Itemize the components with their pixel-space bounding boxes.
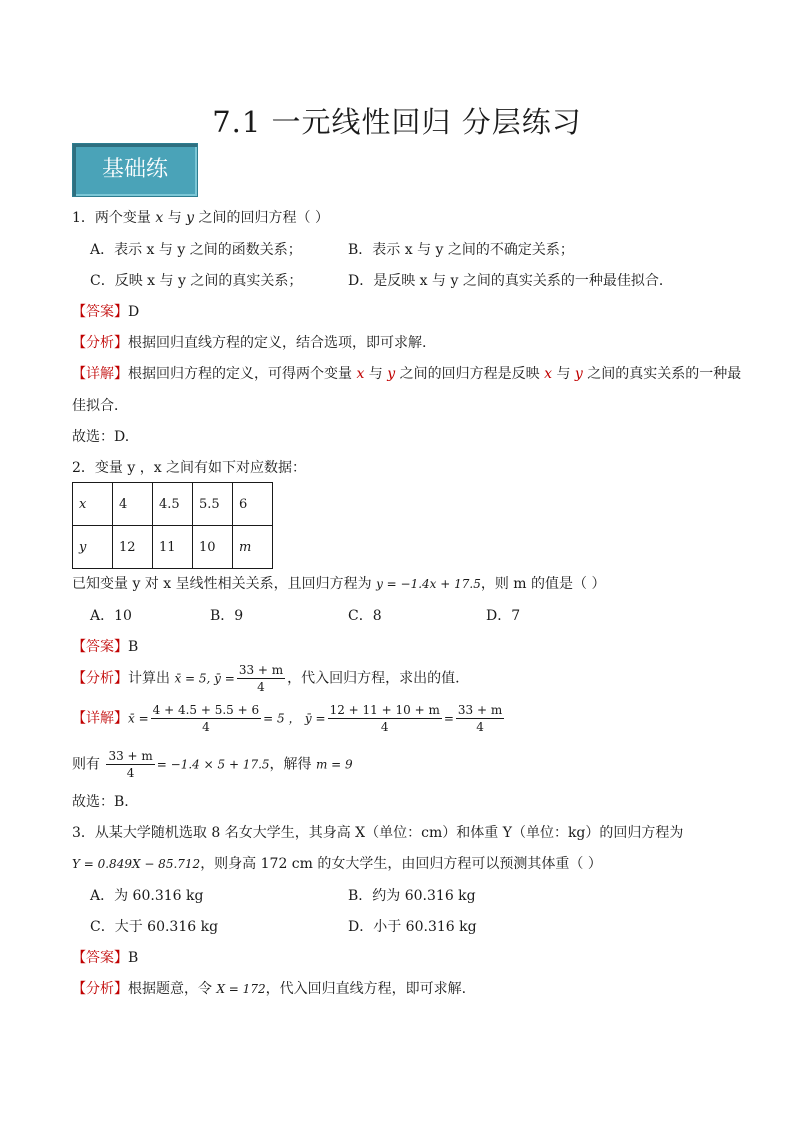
table-cell: y [73,526,113,569]
page-title: 7.1 一元线性回归 分层练习 [212,105,582,139]
q2-stem: 2．变量 y ，x 之间有如下对应数据： [72,460,307,476]
table-cell: 10 [193,526,233,569]
q2-option-d: D．7 [486,608,521,624]
table-cell: 5.5 [193,483,233,526]
table-row [73,483,273,526]
q2-condition: 已知变量 y 对 x 呈线性相关关系，且回归方程为 y = −1.4x + 17.5，则 m 的值是（ ） [72,576,606,592]
q1-option-d: D．是反映 x 与 y 之间的真实关系的一种最佳拟合． [348,273,673,289]
q2-data-table [72,482,273,569]
q3-option-a: A．为 60.316 kg [90,888,204,904]
table-cell: m [233,526,273,569]
table-cell: 11 [153,526,193,569]
q3-option-c: C．大于 60.316 kg [90,919,219,935]
q3-option-b: B．约为 60.316 kg [348,888,476,904]
fraction: $\frac{33 + m}{4}$ [457,703,503,734]
q3-stem-cont: Y = 0.849X − 85.712，则身高 172 cm 的女大学生，由回归方程可以预测其体重（ ） [72,856,602,872]
q2-option-a: A．10 [90,608,132,624]
q1-detail-cont: 佳拟合． [72,398,128,414]
table-cell: 4 [113,483,153,526]
table-row [73,526,273,569]
q1-option-b: B．表示 x 与 y 之间的不确定关系； [348,242,574,258]
q3-option-d: D．小于 60.316 kg [348,919,477,935]
q2-option-c: C．8 [348,608,382,624]
section-badge: 基础练 [72,143,198,197]
q1-detail: 【详解】根据回归方程的定义，可得两个变量 x 与 y 之间的回归方程是反映 x 与 y 之间的真实关系的一种最 [72,366,742,382]
q1-option-c: C．反映 x 与 y 之间的真实关系； [90,273,303,289]
q1-analysis: 【分析】根据回归直线方程的定义，结合选项，即可求解. [72,335,427,351]
q3-answer: 【答案】B [72,950,139,966]
q2-detail: 【详解】x̄ = $\frac{4 + 4.5 + 5.5 + 6}{4}$ = 5 ， ȳ = $\frac{12 + 11 + 10 + m}{4}$ = $\frac{33 + m}{4}$ [72,703,503,734]
q2-answer: 【答案】B [72,639,139,655]
q3-analysis: 【分析】根据题意，令 X = 172，代入回归直线方程，即可求解. [72,981,467,997]
fraction: $\frac{4 + 4.5 + 5.5 + 6}{4}$ [152,703,260,734]
fraction: $\frac{33 + m}{4}$ [108,749,153,780]
table-cell: 4.5 [153,483,193,526]
table-cell: 6 [233,483,273,526]
table-cell: x [73,483,113,526]
fraction: $\frac{33 + m}{4}$ [238,663,284,694]
q2-option-b: B．9 [210,608,244,624]
q2-choose: 故选：B. [72,794,129,810]
q1-choose: 故选：D. [72,429,130,445]
q2-analysis: 【分析】计算出 x̄ = 5, ȳ = $\frac{33 + m}{4}$ ，代入回归方程，求出的值. [72,663,460,694]
q1-answer: 【答案】D [72,304,140,320]
q1-stem: 1．两个变量 x 与 y 之间的回归方程（ ） [72,210,329,226]
q1-option-a: A．表示 x 与 y 之间的函数关系； [90,242,302,258]
q2-then: 则有 $\frac{33 + m}{4}$ = −1.4 × 5 + 17.5，解得 m = 9 [72,749,353,780]
q3-stem: 3．从某大学随机选取 8 名女大学生，其身高 X（单位：cm）和体重 Y（单位：kg）的回归方程为 [72,825,684,841]
table-cell: 12 [113,526,153,569]
fraction: $\frac{12 + 11 + 10 + m}{4}$ [329,703,440,734]
